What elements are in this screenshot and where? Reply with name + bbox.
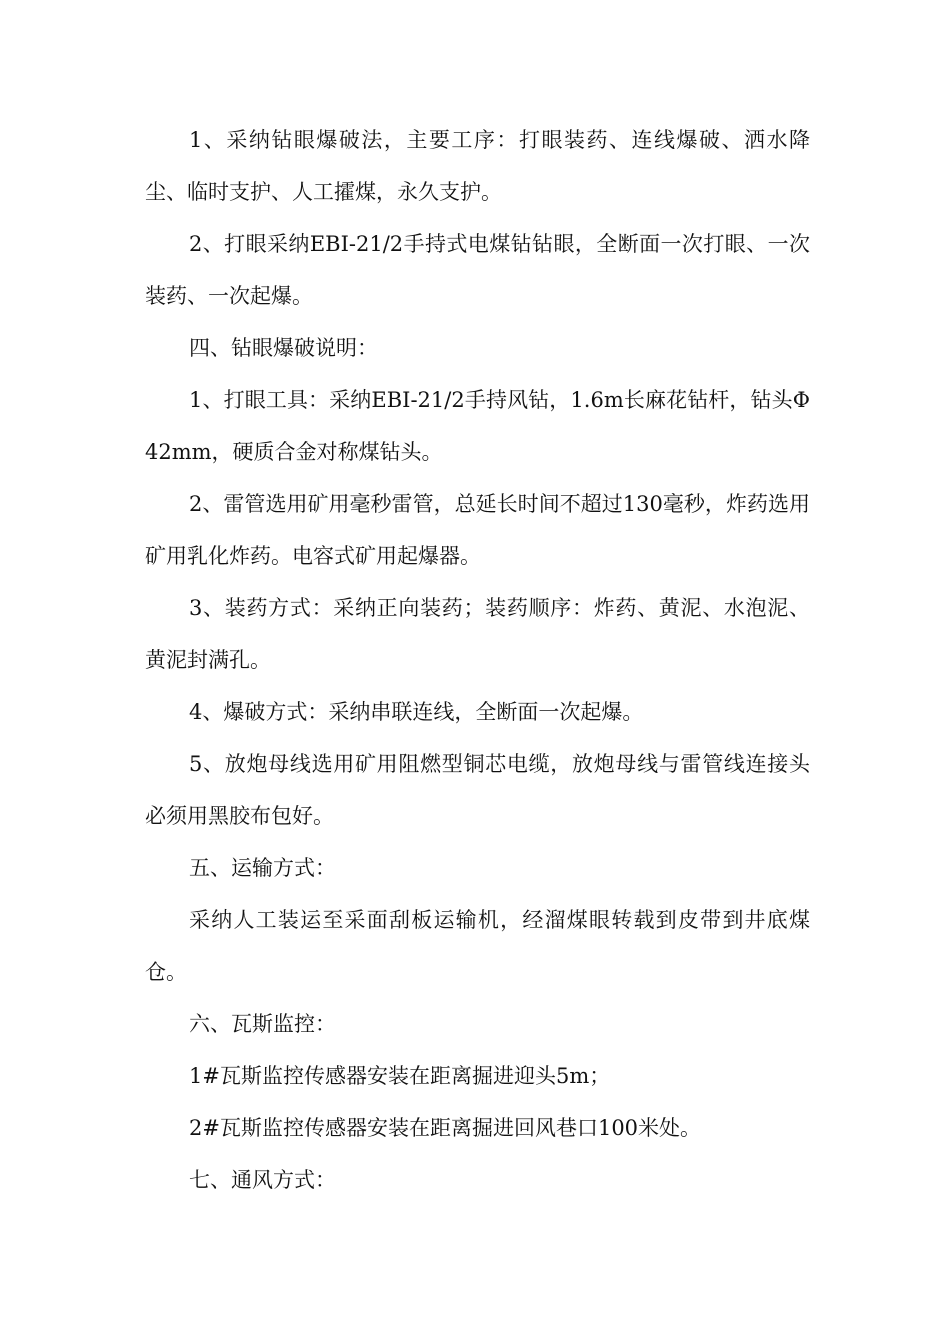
paragraph-sensor-2: 2#瓦斯监控传感器安装在距离掘进回风巷口100米处。	[189, 1116, 702, 1140]
heading-section-6: 六、瓦斯监控：	[189, 1012, 336, 1036]
paragraph-charging: 3、装药方式：采纳正向装药；装药顺序：炸药、黄泥、水泡泥、黄泥封满孔。	[145, 596, 810, 672]
paragraph-detonators: 2、雷管选用矿用毫秒雷管，总延长时间不超过130毫秒，炸药选用矿用乳化炸药。电容式矿用起爆器。	[145, 492, 810, 568]
document-body	[145, 114, 810, 1206]
paragraph-sensor-1: 1#瓦斯监控传感器安装在距离掘进迎头5m；	[189, 1064, 611, 1088]
paragraph-drilling-tools: 1、打眼工具：采纳EBI-21/2手持风钻，1.6m长麻花钻杆，钻头Φ42mm，硬质合金对称煤钻头。	[145, 388, 810, 464]
paragraph-blasting-mode: 4、爆破方式：采纳串联连线，全断面一次起爆。	[189, 700, 644, 724]
paragraph-transport: 采纳人工装运至采面刮板运输机，经溜煤眼转载到皮带到井底煤仓。	[145, 908, 810, 984]
heading-section-5: 五、运输方式：	[189, 856, 336, 880]
paragraph-blasting-method: 1、采纳钻眼爆破法，主要工序：打眼装药、连线爆破、洒水降尘、临时支护、人工攉煤，永久支护。	[145, 128, 810, 204]
paragraph-drilling: 2、打眼采纳EBI-21/2手持式电煤钻钻眼，全断面一次打眼、一次装药、一次起爆。	[145, 232, 810, 308]
heading-section-4: 四、钻眼爆破说明：	[189, 336, 378, 360]
paragraph-firing-cable: 5、放炮母线选用矿用阻燃型铜芯电缆，放炮母线与雷管线连接头必须用黑胶布包好。	[145, 752, 810, 828]
heading-section-7: 七、通风方式：	[189, 1168, 336, 1192]
